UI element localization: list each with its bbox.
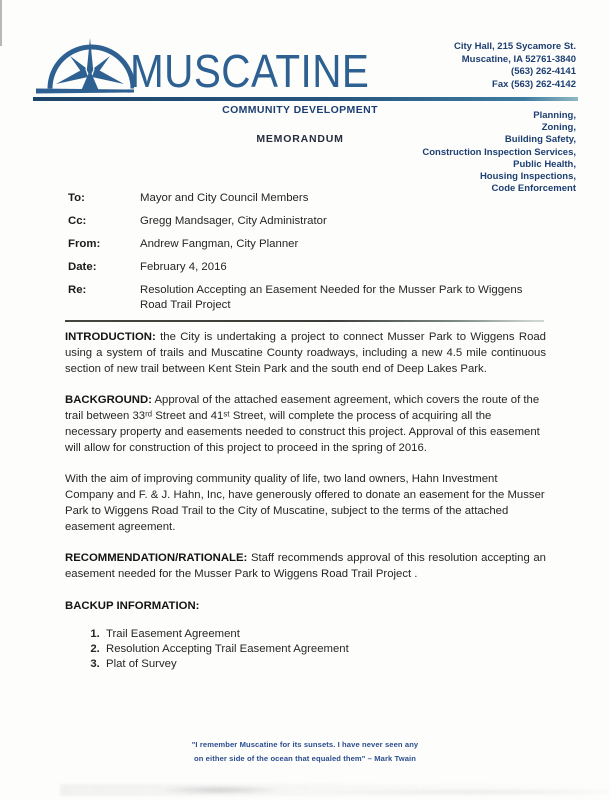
backup-heading: BACKUP INFORMATION: bbox=[65, 599, 200, 612]
paragraph-text: Approval of the attached easement agreement, which covers the route of the trail between 33ʳᵈ Street and 41ˢᵗ Street, will complete the process of acquiring all the necessary property and easements needed to construct this project. Approval of this easement will allow for construction of this project to proceed in the spring of 2016. bbox=[65, 394, 540, 454]
meta-row-to bbox=[68, 191, 548, 206]
meta-label: From: bbox=[68, 238, 101, 250]
paragraph-text: With the aim of improving community quality of life, two land owners, Hahn Investment Company and F. & J. Hahn, Inc, have generously offered to donate an easement for the Musser Park to Wiggens Road Trail to the City of Muscatine, subject to the terms of the attached easement agreement. bbox=[65, 473, 545, 534]
paragraph-recommendation bbox=[65, 551, 546, 583]
services-list bbox=[422, 110, 576, 195]
meta-value: Gregg Mandsager, City Administrator bbox=[140, 215, 327, 227]
paragraph-donation bbox=[65, 472, 546, 536]
address-line: (563) 262-4141 bbox=[511, 66, 576, 77]
service-item: Construction Inspection Services, bbox=[422, 146, 576, 158]
meta-row-cc bbox=[68, 214, 548, 229]
meta-value: Resolution Accepting an Easement Needed for the Musser Park to Wiggens Road Trail Project bbox=[140, 284, 523, 311]
body-section bbox=[65, 330, 546, 673]
section-divider bbox=[65, 320, 544, 322]
footer-quote bbox=[0, 738, 610, 766]
paragraph-lead: RECOMMENDATION/RATIONALE: bbox=[65, 552, 248, 565]
meta-label: To: bbox=[68, 192, 85, 204]
paragraph-background bbox=[65, 393, 546, 457]
meta-row-date bbox=[68, 260, 548, 275]
scan-edge-mark bbox=[0, 0, 2, 46]
service-item: Planning, bbox=[533, 110, 576, 121]
backup-item: 1. Trail Easement Agreement bbox=[103, 627, 546, 642]
address-line: Muscatine, IA 52761-3840 bbox=[461, 53, 576, 65]
backup-item: 3. Plat of Survey bbox=[103, 657, 546, 672]
backup-item: 2. Resolution Accepting Trail Easement Agreement bbox=[103, 642, 546, 657]
department-title: COMMUNITY DEVELOPMENT bbox=[222, 104, 378, 116]
address-line: City Hall, 215 Sycamore St. bbox=[454, 41, 576, 52]
service-item: Zoning, bbox=[541, 122, 576, 134]
paragraph-text: the City is undertaking a project to connect Musser Park to Wiggens Road using a system of trails and Muscatine County roadways, including a new 4.5 mile continuous section of new trail between Kent Stein Park and the south end of Deep Lakes Park. bbox=[65, 331, 546, 375]
meta-section bbox=[68, 191, 548, 321]
backup-list bbox=[65, 627, 546, 673]
address-line: Fax (563) 262-4142 bbox=[492, 78, 576, 90]
meta-label: Date: bbox=[68, 261, 97, 273]
header-rule bbox=[33, 97, 578, 101]
service-item: Housing Inspections, bbox=[479, 171, 576, 183]
memo-title: MEMORANDUM bbox=[256, 133, 344, 145]
paragraph-lead: BACKGROUND: bbox=[65, 394, 152, 407]
meta-row-from bbox=[68, 237, 548, 252]
service-item: Building Safety, bbox=[504, 134, 576, 146]
meta-row-re bbox=[68, 283, 548, 312]
paragraph-lead: INTRODUCTION: bbox=[65, 331, 156, 343]
meta-label: Cc: bbox=[68, 215, 87, 227]
paragraph-introduction bbox=[65, 330, 546, 378]
sunburst-logo-icon bbox=[36, 37, 134, 94]
quote-line-2: on either side of the ocean that equaled them" – Mark Twain bbox=[193, 754, 417, 763]
meta-value: February 4, 2016 bbox=[140, 261, 227, 273]
service-item: Code Enforcement bbox=[491, 183, 576, 195]
header-address bbox=[454, 41, 576, 91]
logo-wordmark: MUSCATINE bbox=[130, 45, 370, 97]
meta-value: Andrew Fangman, City Planner bbox=[140, 238, 299, 250]
scan-smudge bbox=[60, 784, 610, 796]
paragraph-text: Staff recommends approval of this resolution accepting an easement needed for the Musser Park to Wiggens Road Trail Project . bbox=[65, 552, 546, 581]
meta-value: Mayor and City Council Members bbox=[140, 192, 309, 204]
service-item: Public Health, bbox=[513, 158, 576, 170]
meta-label: Re: bbox=[68, 284, 87, 296]
quote-line-1: "I remember Muscatine for its sunsets. I have never seen any bbox=[191, 740, 419, 749]
